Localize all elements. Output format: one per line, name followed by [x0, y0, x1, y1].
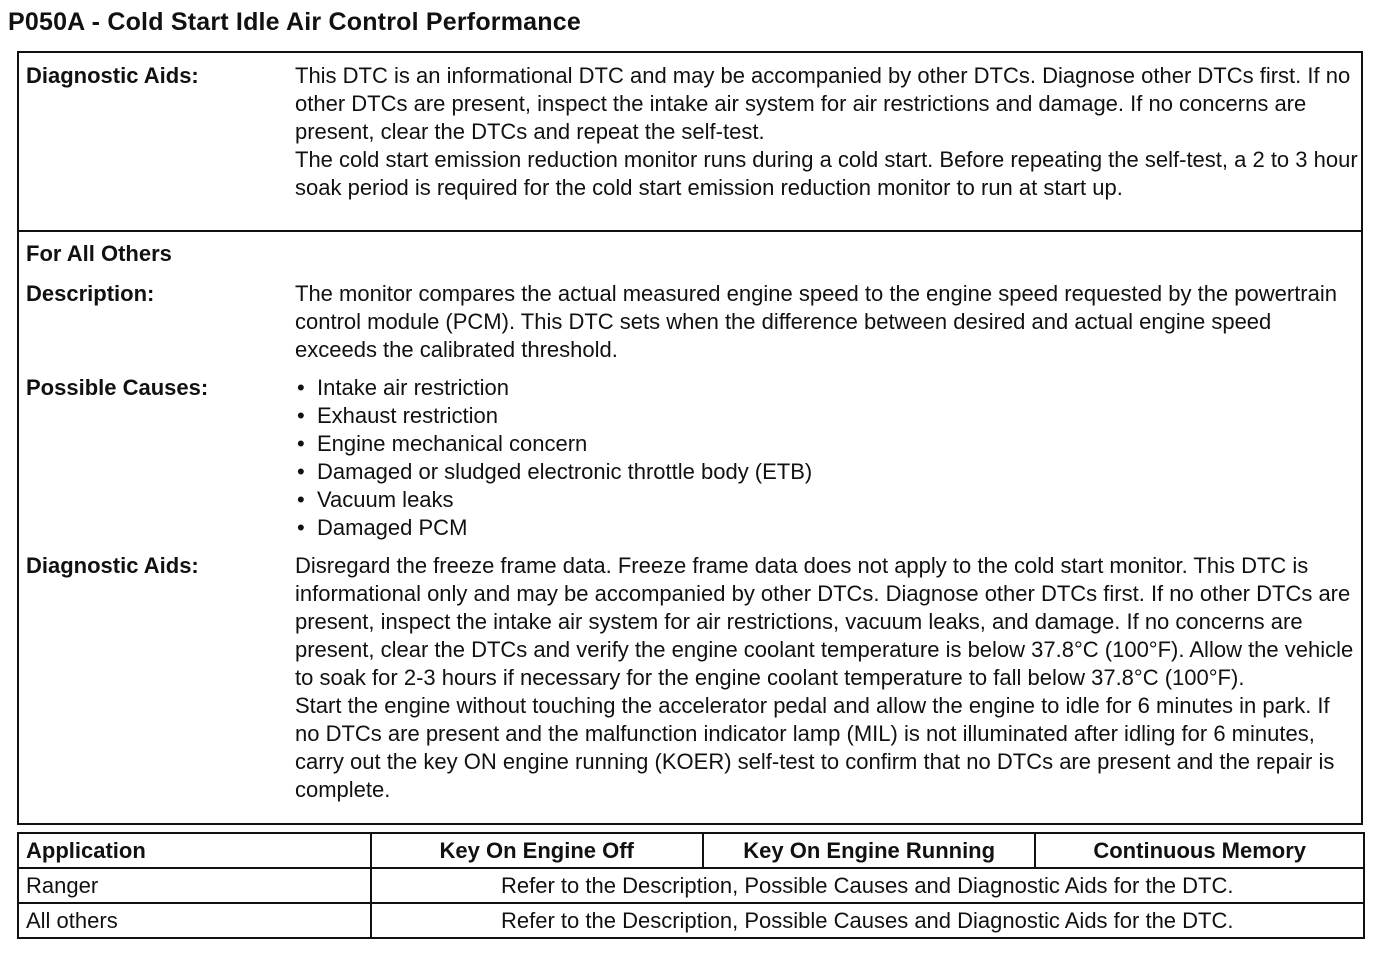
list-item: • Exhaust restriction	[295, 402, 1359, 430]
column-header-key-on-engine-running: Key On Engine Running	[703, 833, 1035, 868]
diagnostic-aids-paragraph: The cold start emission reduction monitor runs during a cold start. Before repeating the self-test, a 2 to 3 hour soak period is required for the cold start emission reduction monitor to run at start up.	[295, 147, 1358, 200]
column-header-continuous-memory: Continuous Memory	[1035, 833, 1364, 868]
column-header-key-on-engine-off: Key On Engine Off	[371, 833, 703, 868]
application-table	[17, 832, 1365, 939]
possible-causes-list	[295, 374, 1359, 542]
diagnostic-aids-text	[295, 552, 1359, 804]
refer-note-cell: Refer to the Description, Possible Causes and Diagnostic Aids for the DTC.	[371, 903, 1365, 938]
diagnostic-aids-paragraph: Start the engine without touching the accelerator pedal and allow the engine to idle for 6 minutes in park. If no DTCs are present and the malfunction indicator lamp (MIL) is not illuminated after idling for 6 minutes, carry out the key ON engine running (KOER) self-test to confirm that no DTCs are present and the repair is complete.	[295, 693, 1335, 802]
application-cell: All others	[18, 903, 371, 938]
diagnostic-aids-label: Diagnostic Aids:	[26, 553, 199, 578]
page-title: P050A - Cold Start Idle Air Control Performance	[8, 8, 581, 36]
for-all-others-heading: For All Others	[26, 241, 172, 266]
refer-note-cell: Refer to the Description, Possible Causes and Diagnostic Aids for the DTC.	[371, 868, 1365, 903]
description-text: The monitor compares the actual measured engine speed to the engine speed requested by the powertrain control module (PCM). This DTC sets when the difference between desired and actual engine speed exceeds the calibrated threshold.	[295, 281, 1337, 362]
section-divider	[19, 230, 1361, 232]
diagnostic-aids-text	[295, 62, 1359, 202]
diagnostic-aids-paragraph: Disregard the freeze frame data. Freeze frame data does not apply to the cold start monitor. This DTC is informational only and may be accompanied by other DTCs. Diagnose other DTCs first. If no other DTCs are present, inspect the intake air system for air restrictions, vacuum leaks, and damage. If no concerns are present, clear the DTCs and verify the engine coolant temperature is below 37.8°C (100°F). Allow the vehicle to soak for 2-3 hours if necessary for the engine coolant temperature to fall below 37.8°C (100°F).	[295, 553, 1354, 690]
application-cell: Ranger	[18, 868, 371, 903]
dtc-info-frame	[17, 51, 1363, 825]
list-item: • Intake air restriction	[295, 374, 1359, 402]
diagnostic-aids-paragraph: This DTC is an informational DTC and may be accompanied by other DTCs. Diagnose other DTCs first. If no other DTCs are present, inspect the intake air system for air restrictions and damage. If no concerns are present, clear the DTCs and repeat the self-test.	[295, 63, 1351, 144]
list-item: • Vacuum leaks	[295, 486, 1359, 514]
list-item: • Engine mechanical concern	[295, 430, 1359, 458]
table-row	[18, 903, 1364, 938]
table-row	[18, 868, 1364, 903]
diagnostic-aids-label: Diagnostic Aids:	[26, 63, 199, 88]
column-header-application: Application	[18, 833, 371, 868]
table-header-row	[18, 833, 1364, 868]
list-item: • Damaged or sludged electronic throttle body (ETB)	[295, 458, 1359, 486]
list-item: • Damaged PCM	[295, 514, 1359, 542]
possible-causes-label: Possible Causes:	[26, 375, 209, 400]
description-label: Description:	[26, 281, 155, 306]
